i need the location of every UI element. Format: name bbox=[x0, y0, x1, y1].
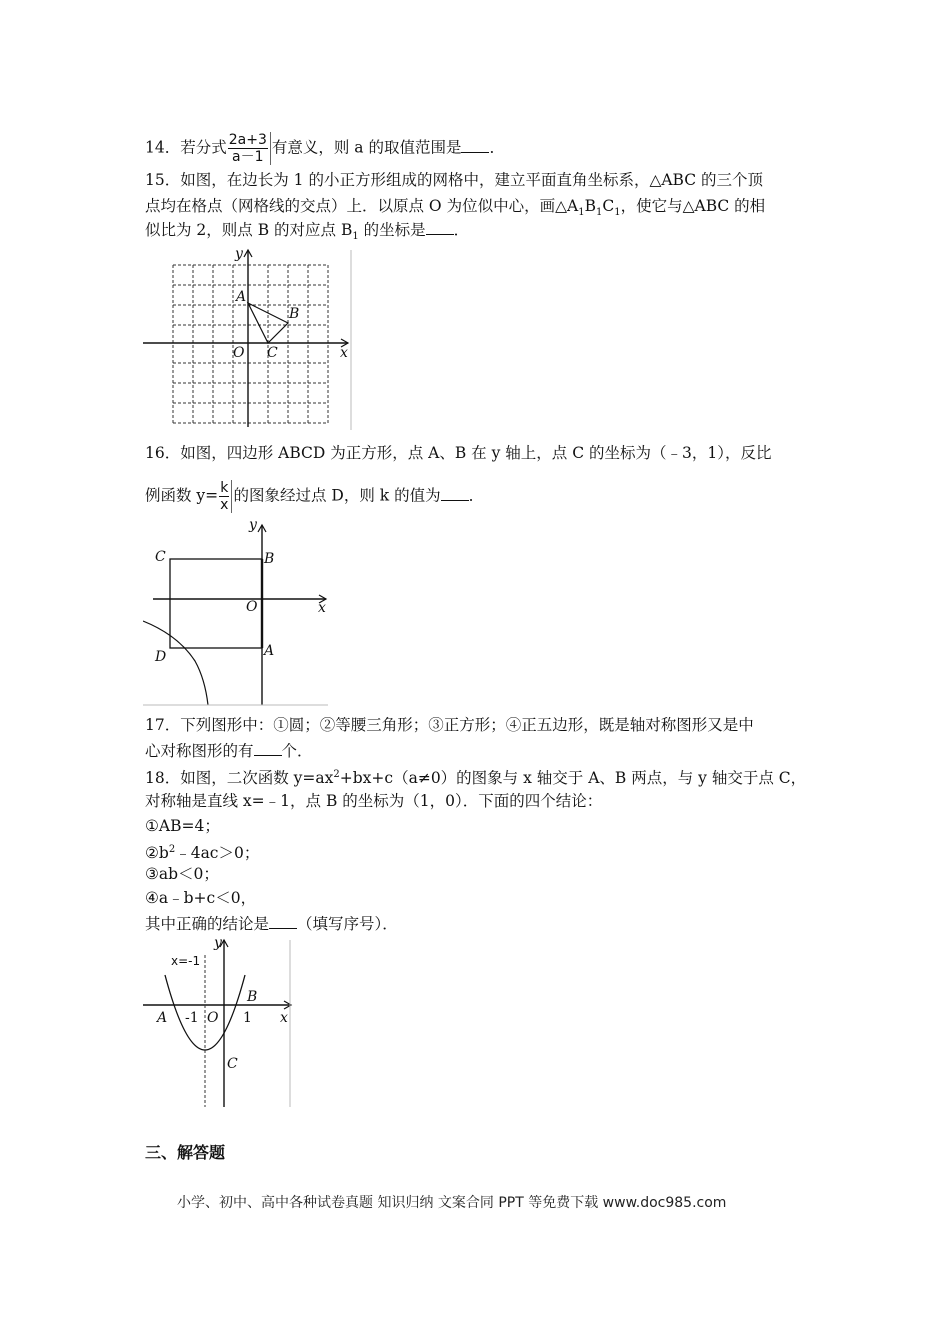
q16-frac-numerator: k bbox=[220, 480, 229, 496]
point-b-label: B bbox=[289, 306, 300, 322]
section-title: 三、解答题 bbox=[145, 1143, 226, 1162]
point-a-label: A bbox=[236, 289, 247, 305]
q14-prefix: 14．若分式 bbox=[145, 138, 227, 157]
y-axis-label: y bbox=[214, 935, 222, 951]
q15-line2-a: 点均在格点（网格线的交点）上．以原点 O 为位似中心，画△A bbox=[145, 197, 579, 215]
q15-sub: 1 bbox=[578, 207, 585, 219]
point-a-label: A bbox=[157, 1010, 168, 1026]
q18-parabola-figure bbox=[143, 935, 303, 1110]
point-b-label: B bbox=[264, 551, 275, 567]
point-c-label: C bbox=[267, 345, 278, 361]
tick-1-label: 1 bbox=[243, 1010, 252, 1026]
q18-sup: 2 bbox=[333, 769, 340, 780]
q15-line2-b: B bbox=[584, 197, 596, 215]
q18-ask-prefix: 其中正确的结论是 bbox=[145, 915, 270, 933]
q14-end: ． bbox=[489, 138, 505, 157]
q16-frac-denominator: x bbox=[220, 497, 229, 513]
x-axis-label: x bbox=[318, 600, 326, 616]
q15-answer-blank bbox=[426, 220, 454, 235]
q15-line2-c: C bbox=[602, 197, 615, 215]
q15-sub: 1 bbox=[352, 231, 359, 243]
q16-line1: 16．如图，四边形 ABCD 为正方形，点 A、B 在 y 轴上，点 C 的坐标为（﹣3，1），反比 bbox=[145, 444, 772, 462]
tick-neg1-label: -1 bbox=[185, 1010, 199, 1026]
y-axis-label: y bbox=[249, 517, 257, 533]
q15-line3-a: 似比为 2，则点 B 的对应点 B bbox=[145, 221, 353, 239]
q18-c2-suffix: ﹣4ac＞0； bbox=[175, 844, 260, 863]
q16-fraction bbox=[219, 480, 232, 513]
q15-grid-figure bbox=[143, 245, 358, 430]
q14-frac-denominator: a－1 bbox=[232, 149, 264, 165]
q18-conclusion-3: ③ab＜0； bbox=[145, 865, 219, 883]
footer-text: 小学、初中、高中各种试卷真题 知识归纳 文案合同 PPT 等免费下载 www.doc985.com bbox=[177, 1195, 727, 1211]
q14-fraction bbox=[228, 132, 271, 165]
q15-sub: 1 bbox=[614, 207, 621, 219]
q15-line1: 15．如图，在边长为 1 的小正方形组成的网格中，建立平面直角坐标系，△ABC 的三个顶 bbox=[145, 171, 764, 189]
q15-line2-end: ，使它与△ABC 的相 bbox=[620, 197, 766, 215]
origin-label: O bbox=[246, 599, 258, 615]
q14-suffix: 有意义，则 a 的取值范围是 bbox=[271, 138, 462, 157]
origin-label: O bbox=[207, 1010, 219, 1026]
point-c-label: C bbox=[155, 549, 166, 565]
q18-conclusion-1: ①AB=4； bbox=[145, 817, 220, 835]
point-c-label: C bbox=[227, 1056, 238, 1072]
q16-end: ． bbox=[468, 486, 485, 505]
point-d-label: D bbox=[155, 649, 167, 665]
q17-line2 bbox=[145, 741, 313, 761]
q18-line1 bbox=[145, 765, 806, 788]
q16-suffix: 的图象经过点 D，则 k 的值为 bbox=[233, 486, 441, 505]
q16-prefix: 例函数 y= bbox=[145, 486, 219, 505]
q14-frac-numerator: 2a+3 bbox=[228, 132, 267, 148]
q18-conclusion-2 bbox=[145, 840, 259, 863]
q18-c2-prefix: ②b bbox=[145, 844, 169, 863]
q16-square-figure bbox=[143, 515, 343, 710]
q18-answer-blank bbox=[269, 914, 297, 929]
q18-ask-suffix: （填写序号）． bbox=[297, 915, 398, 933]
point-a-label: A bbox=[264, 643, 275, 659]
point-b-label: B bbox=[247, 989, 258, 1005]
q14-text bbox=[145, 132, 505, 165]
q16-line2 bbox=[145, 480, 484, 513]
q18-line2: 对称轴是直线 x=﹣1，点 B 的坐标为（1，0）．下面的四个结论： bbox=[145, 792, 603, 810]
origin-label: O bbox=[233, 345, 245, 361]
q18-suffix: +bx+c（a≠0）的图象与 x 轴交于 A、B 两点，与 y 轴交于点 C， bbox=[339, 769, 807, 788]
q17-line1: 17．下列图形中：①圆；②等腰三角形；③正方形；④正五边形，既是轴对称图形又是中 bbox=[145, 716, 754, 734]
q18-sup: 2 bbox=[168, 844, 176, 855]
symmetry-axis-label: x=-1 bbox=[171, 954, 201, 968]
y-axis-label: y bbox=[235, 246, 243, 262]
q15-line3 bbox=[145, 220, 469, 247]
q15-line3-b: 的坐标是 bbox=[358, 221, 426, 239]
q17-answer-blank bbox=[254, 741, 282, 756]
x-axis-label: x bbox=[340, 345, 348, 361]
q14-answer-blank bbox=[461, 138, 489, 153]
q15-line3-tail: ． bbox=[453, 221, 470, 239]
x-axis-label: x bbox=[280, 1010, 288, 1026]
q18-ask bbox=[145, 914, 398, 934]
q18-prefix: 18．如图，二次函数 y=ax bbox=[145, 769, 334, 788]
q16-answer-blank bbox=[441, 486, 469, 501]
q17-suffix: 个． bbox=[281, 742, 313, 760]
q15-sub: 1 bbox=[595, 207, 603, 219]
q18-conclusion-4: ④a﹣b+c＜0， bbox=[145, 889, 257, 907]
q17-prefix: 心对称图形的有 bbox=[145, 742, 254, 760]
